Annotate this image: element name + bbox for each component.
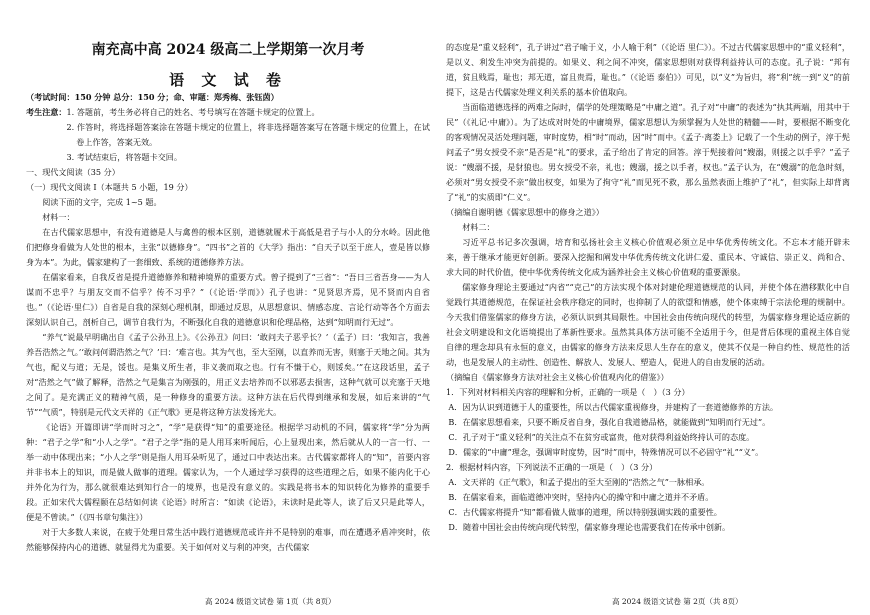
source-citation: （摘编自谢明德《儒家思想中的修身之道》） [446, 207, 604, 217]
section-heading: 一、现代文阅读（35 分） [26, 167, 120, 177]
page-footer-right: 高 2024 级语文试卷 第 2页（共 8页） [612, 597, 743, 606]
subsection-heading: （一）现代文阅读 I（本题共 5 小题，19 分） [26, 182, 193, 192]
left-column [26, 0, 430, 555]
option-a: A．文天祥的《正气歌》，和孟子提出的至大至刚的“浩然之气”一脉相承。 [448, 477, 710, 487]
question-2: 2．根据材料内容，下列说法不正确的一项是（ ）（3 分） [446, 462, 658, 472]
exam-subtitle: 语 文 试 卷 [169, 71, 287, 89]
paragraph: “养气”说最早明确出自《孟子公孙丑上》。《公孙丑》问曰：‘敢问夫子恶乎长？’（孟子）曰：‘我知言，我善养吾浩然之气。’‘敢问何谓浩然之气？’曰：‘难言也。其为气也，至大至刚，以直养而无害，则塞于天地之间。其为气也，配义与道；无是，馁也。是集义所生者，非义袭而取之也。行有不慊于心，则馁矣。’”在这段话里，孟子对“浩然之气”做了解释，浩然之气是集言为刚强的，用正义去培养而不以邪恶去损害，这种气就可以充塞于天地之间了。是充满正义的精神气质，是一种修身的重要方法。这种方法在后代得到继承和发展，如后来讲的“气节”“气质”，特别是元代文天祥的《正气歌》更是将这种方法发扬光大。 [26, 332, 430, 417]
notice-item: 2. 作答时，将选择题答案涂在答题卡规定的位置上，将非选择题答案写在答题卡规定的位置上，在试卷上作答，答案无效。 [66, 122, 430, 147]
material-label: 材料一： [42, 212, 75, 222]
notice-item: 1. 答题前，考生务必将自己的姓名、考号填写在答题卡规定的位置上。 [66, 107, 320, 117]
option-a: A．因为认识到道德于人的重要性，所以古代儒家重视修身，并建构了一套道德修养的方法。 [448, 402, 779, 412]
notice-label: 考生注意： [26, 107, 67, 117]
paragraph: 习近平总书记多次强调，培育和弘扬社会主义核心价值观必须立足中华优秀传统文化。不忘本才能开辟未来，善于继承才能更好创新。要深入挖掘和阐发中华优秀传统文化讲仁爱、重民本、守诚信、崇正义、尚和合、求大同的时代价值，使中华优秀传统文化成为涵养社会主义核心价值观的重要源泉。 [446, 237, 850, 277]
exam-info: （考试时间：150 分钟 总分：150 分；命、审题：郑秀梅、张钰茵） [26, 92, 279, 102]
notice-block [26, 105, 430, 165]
right-column [446, 40, 850, 535]
source-citation: （摘编自《儒家修身方法对社会主义核心价值观内化的借鉴》） [446, 372, 669, 382]
paragraph: 当面临道德选择的两难之际时，儒学的处理策略是“中庸之道”。孔子对“中庸”的表述为“执其两端，用其中于民”（《礼记·中庸》）。为了达成对时处的中庸境界，儒家思想认为须掌握为人处世的精髓——时，要根据不断变化的客观情况灵活处理问题，审时度势，相“时”而动，因“时”而中。《孟子·离娄上》记载了一个生动的例子，淳于髡问孟子“男女授受不亲”是否是“礼”的要求，孟子给出了肯定的回答。淳于髡接着问“嫂溺，则援之以手乎？”孟子说：“嫂溺不援，是豺狼也。男女授受不亲，礼也；嫂溺，援之以手者，权也。”孟子认为，在“嫂溺”的危急时刻，必须对“男女授受不亲”做出权变，如果为了拘守“礼”而见死不救，那么虽然表面上维护了“礼”，但实际上却背离了“礼”的实质即“仁义”。 [446, 102, 850, 202]
notice-item: 3. 考试结束后，将答题卡交回。 [66, 152, 182, 162]
paragraph: 对于大多数人来说，在疲于处理日常生活中践行道德规范或许并不是特别的难事，而在遭遇矛盾冲突时，依然能够保持内心的道德、就显得尤为重要。关于如何对义与利的冲突，古代儒家 [26, 527, 430, 552]
option-d: D．随着中国社会由传统向现代转型，儒家修身理论也需要我们在传承中创新。 [448, 522, 731, 532]
option-d: D．儒家的“中庸”理念，强调审时度势，因“时”而中，特殊情况可以不必固守“礼”“义”。 [448, 447, 764, 457]
paragraph: 《论语》开篇即讲“学而时习之”，“学”是获得“知”的重要途径。根据学习动机的不同，儒家将“学”分为两种：“君子之学”和“小人之学”。“君子之学”指的是人用耳来听闻后，心上显现出来，然后就从人的一言一行、一举一动中体现出来；“小人之学”则是指人用耳朵听见了，通过口中表达出来。古代儒家都将人的“知”，首要内容并非书本上的知识，而是做人做事的道理。儒家认为，一个人通过学习获得的这些道理之后，如果不能内化于心并外化为行为，那么就很难达到知行合一的境界，也是没有意义的。实践是将书本的知识转化为修养的重要手段。正如宋代大儒程颐在总结如何读《论语》时所言：“如读《论语》，未读时是此等人，读了后又只是此等人，便是不曾读。”（《四书章句集注》） [26, 422, 430, 522]
exam-title: 南充高中高 2024 级高二上学期第一次月考 [91, 42, 365, 58]
paragraph: 在古代儒家思想中，有没有道德是人与禽兽的根本区别，道德就履术于高低是君子与小人的分水岭。因此他们把修身看做为人处世的根本，主张“以德修身”。“四书”之首的《大学》指出：“自天子以至于庶人，壹是皆以修身为本”。为此，儒家建构了一套细致、系统的道德修养方法。 [26, 227, 430, 267]
option-c: C．古代儒家将提升“知”都看做人做事的道理，所以特别强调实践的重要性。 [448, 507, 722, 517]
instruction: 阅读下面的文字，完成 1~5 题。 [42, 197, 162, 207]
paragraph: 在儒家看来，自我反省是提升道德修养和精神境界的重要方式。曾子提到了“三省”：“吾日三省吾身——为人谋而不忠乎？与朋友交而不信乎？传不习乎？”（《论语·学而》）孔子也讲：“见贤思齐焉，见不贤而内自省也。”（《论语·里仁》）自省是自我的深刻心理机制，即通过反思，从思想意识、情感态度、言论行动等各个方面去深刻认识自己，剖析自己，调节自我行为，不断强化自我的道德意识和伦理品格，达到“知明而行无过”。 [26, 272, 430, 327]
question-1: 1．下列对材料相关内容的理解和分析，正确的一项是（ ）（3 分） [446, 387, 690, 397]
paragraph: 的态度是“重义轻利”，孔子讲过“君子喻于义，小人喻于利”（《论语 里仁》）。不过古代儒家思想中的“重义轻利”，是以义、利发生冲突为前提的。如果义、利之间不冲突，儒家思想则对获得利益持认可的态度。孔子说：“邦有道，贫且贱焉，耻也；邦无道，富且贵焉，耻也。”（《论语 泰伯》）可见，以“义”为旨归，将“利”统一到“义”的前提下，这是古代儒家处理义利关系的基本价值取向。 [446, 42, 850, 97]
page-footer-left: 高 2024 级语文试卷 第 1页（共 8页） [205, 597, 336, 606]
option-c: C．孔子对于“重义轻利”的关注点不在贫穷或富贵，他对获得利益始终持认可的态度。 [448, 432, 755, 442]
paragraph: 儒家修身理论主要通过“内省”“克己”的方法实现个体对封建伦理道德规范的认同，并使个体在潜移默化中自觉践行其道德规范，在保证社会秩序稳定的同时，也抑制了人的欲望和情感，使个体束缚于宗法伦理的规制中。今天我们借鉴儒家的修身方法，必须认识到其局限性。中国社会由传统向现代的转型，为儒家修身理论适应新的社会文明建设和文化语境提出了革新性要求。虽然其具体方法可能不全适用于今，但是背后体现的重视主体自觉自律的理念却具有永恒的意义，由儒家的修身方法来反思人生存在的意义，使其不仅是一种自约性、规范性的活动，也是发展人的主动性、创造性、解放人、发展人、塑造人，促进人的自由发展的活动。 [446, 282, 850, 367]
material-label: 材料二： [462, 222, 495, 232]
option-b: B．在儒家思想看来，只要不断反省自身，强化自我道德品格，就能做到“知明而行无过”。 [448, 417, 771, 427]
option-b: B．在儒家看来，面临道德冲突时，坚持内心的操守和中庸之道并不矛盾。 [448, 492, 714, 502]
